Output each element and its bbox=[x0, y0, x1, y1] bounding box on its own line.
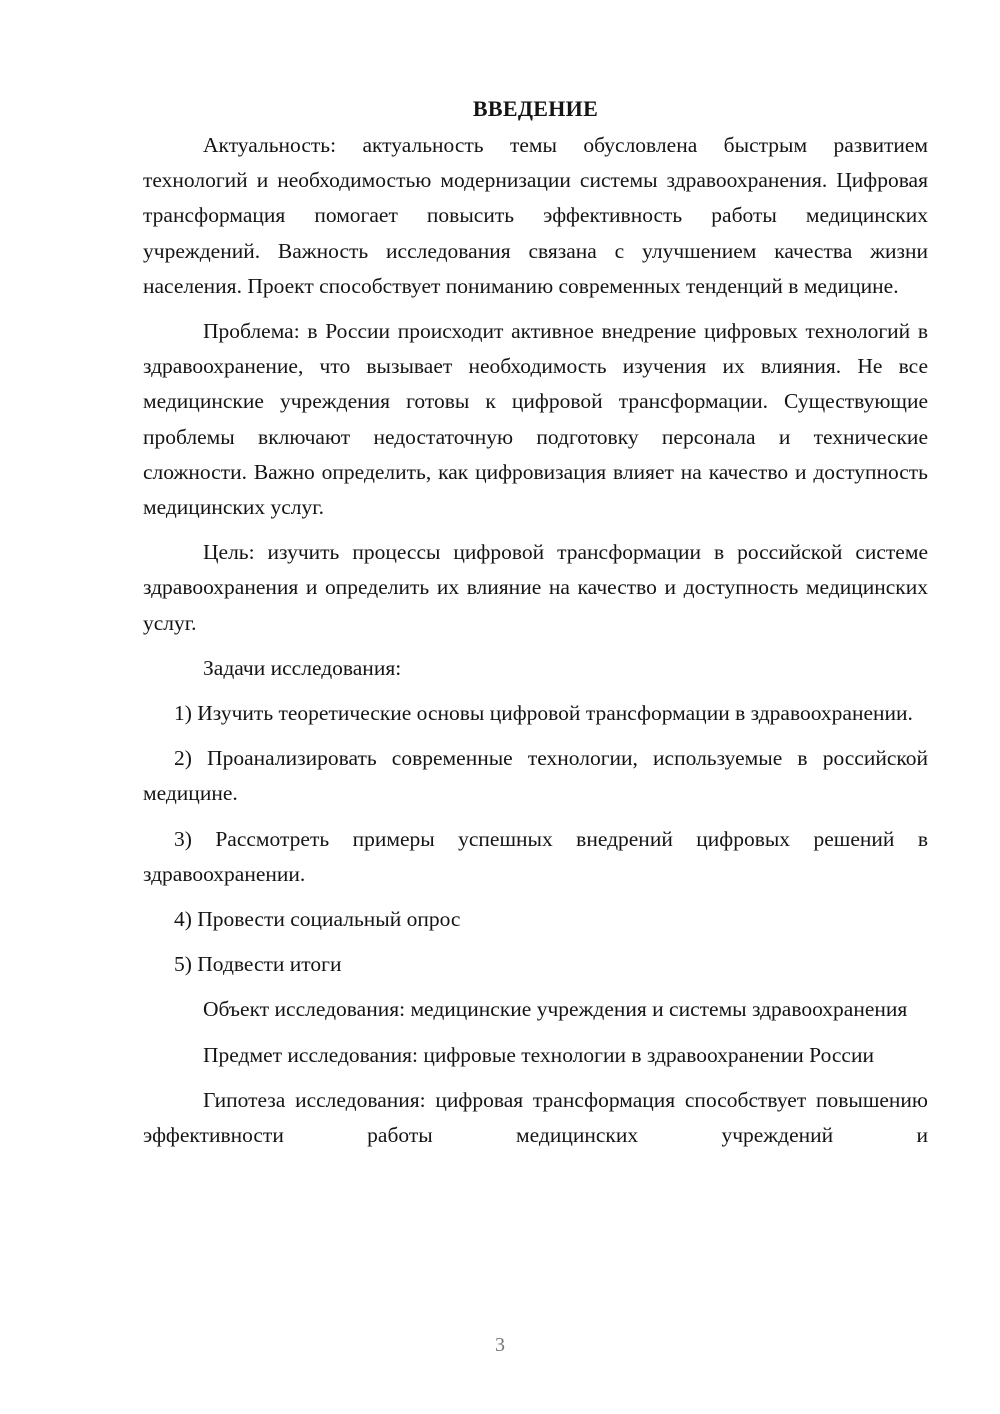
problem-paragraph: Проблема: в России происходит активное внедрение цифровых технологий в здравоохранение, что вызывает необходимость изучения их влияния. Не все медицинские учреждения готовы к цифровой трансформации. Существующие проблемы включают недостаточную подготовку персонала и технические сложности. Важно определить, как цифровизация влияет на качество и доступность медицинских услуг. bbox=[143, 319, 928, 520]
task-item-3: 3) Рассмотреть примеры успешных внедрений цифровых решений в здравоохранении. bbox=[143, 826, 928, 886]
tasks-heading: Задачи исследования: bbox=[203, 655, 402, 680]
object-paragraph: Объект исследования: медицинские учреждения и системы здравоохранения bbox=[203, 997, 908, 1022]
task-item-1: 1) Изучить теоретические основы цифровой трансформации в здравоохранении. bbox=[174, 701, 913, 726]
subject-paragraph: Предмет исследования: цифровые технологии в здравоохранении России bbox=[203, 1042, 874, 1067]
task-item-5: 5) Подвести итоги bbox=[174, 952, 342, 977]
goal-paragraph: Цель: изучить процессы цифровой трансформации в российской системе здравоохранения и определить их влияние на качество и доступность медицинских услуг. bbox=[143, 540, 928, 635]
task-item-2: 2) Проанализировать современные технологии, используемые в российской медицине. bbox=[143, 746, 928, 806]
relevance-paragraph: Актуальность: актуальность темы обусловлена быстрым развитием технологий и необходимостью модернизации системы здравоохранения. Цифровая трансформация помогает повысить эффективность работы медицинских учреждений. Важность исследования связана с улучшением качества жизни населения. Проект способствует пониманию современных тенденций в медицине. bbox=[143, 133, 928, 298]
task-item-4: 4) Провести социальный опрос bbox=[174, 907, 461, 932]
hypothesis-paragraph: Гипотеза исследования: цифровая трансформация способствует повышению эффективности работы медицинских учреждений и bbox=[143, 1087, 928, 1148]
section-heading: ВВЕДЕНИЕ bbox=[472, 96, 599, 121]
document-page bbox=[143, 92, 928, 1153]
page-number: 3 bbox=[495, 1334, 505, 1356]
